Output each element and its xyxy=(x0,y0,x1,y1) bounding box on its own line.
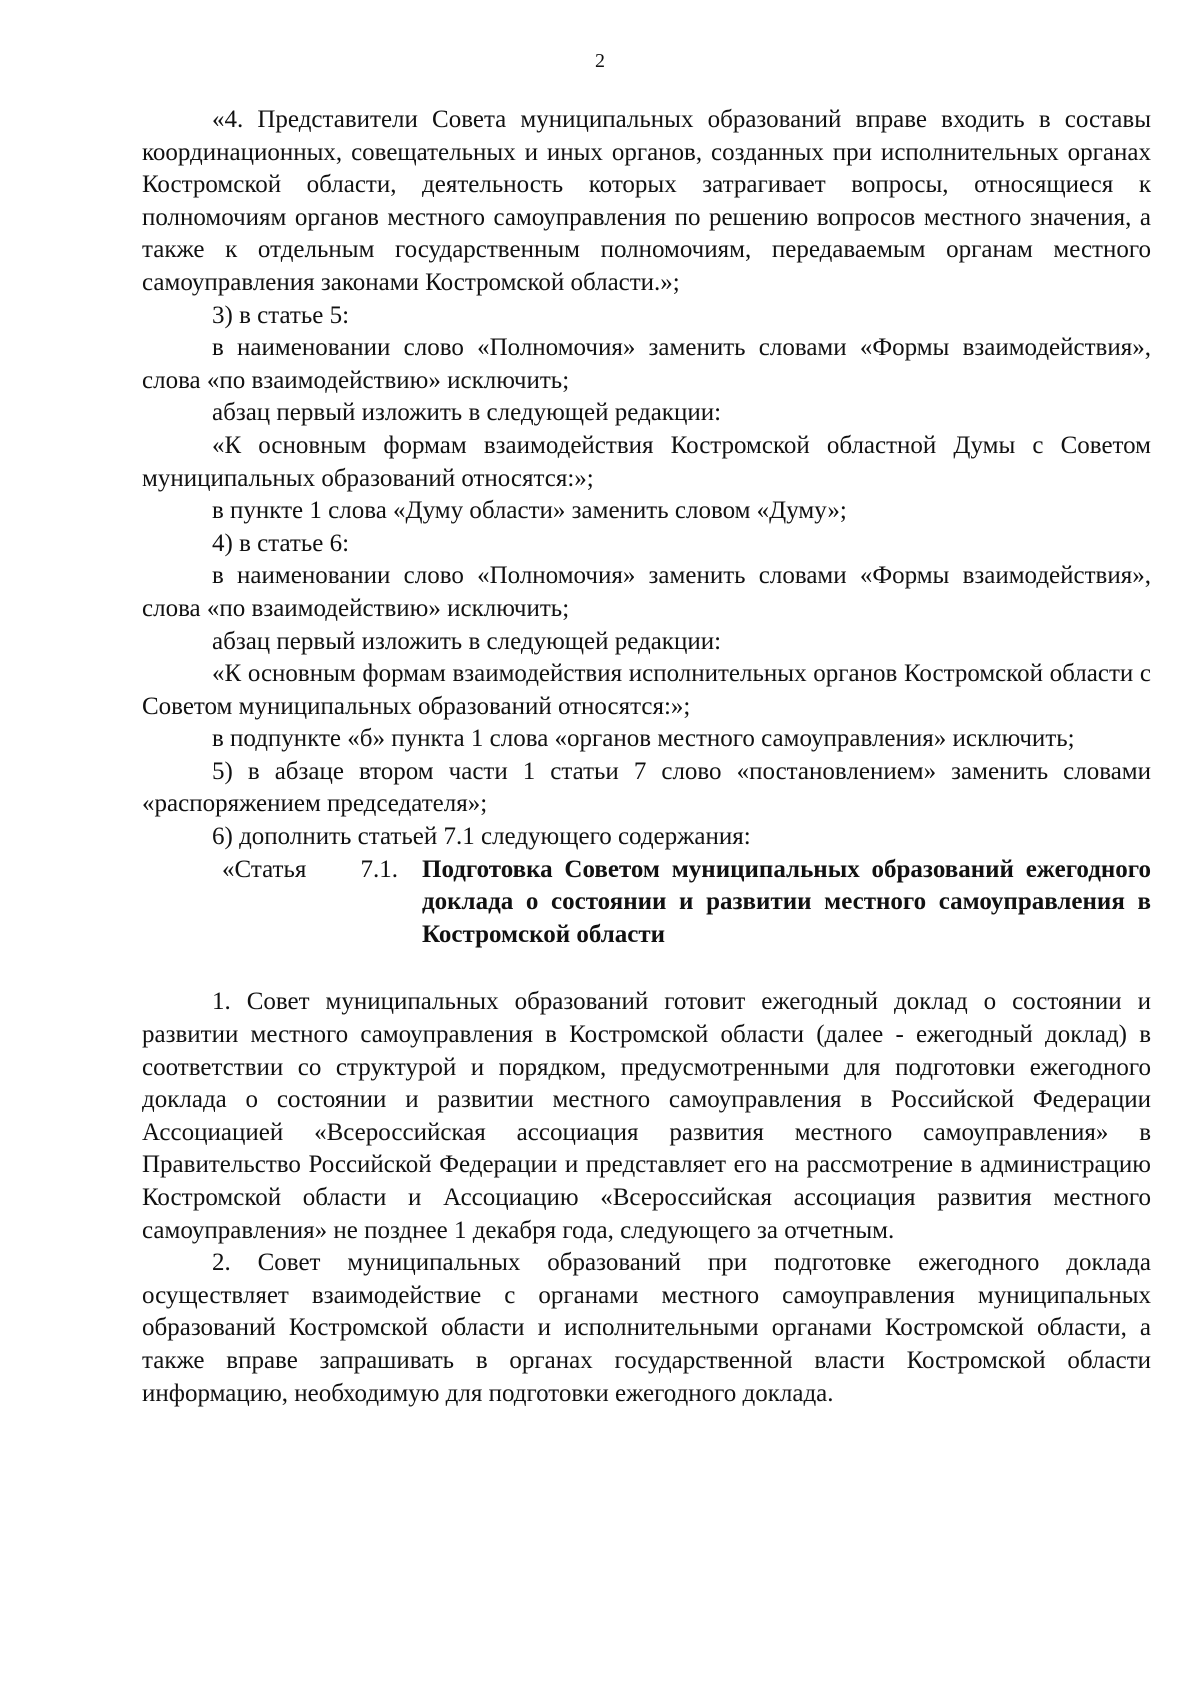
paragraph-item-6: 6) дополнить статьей 7.1 следующего содержания: xyxy=(212,823,751,851)
paragraph-article6-new-text: «К основным формам взаимодействия исполнительных органов Костромской области с Советом муниципальных образований относятся:»; xyxy=(142,660,1151,720)
paragraph-article5-first-abzac: абзац первый изложить в следующей редакции: xyxy=(212,399,722,427)
paragraph-article6-subpoint-b: в подпункте «б» пункта 1 слова «органов местного самоуправления» исключить; xyxy=(212,725,1075,753)
article-number: 7.1. xyxy=(360,855,398,883)
article-body xyxy=(142,986,1151,1410)
paragraph-item-5: 5) в абзаце втором части 1 статьи 7 слово «постановлением» заменить словами «распоряжением председателя»; xyxy=(142,757,1151,818)
paragraph-representatives: «4. Представители Совета муниципальных образований вправе входить в составы координационных, совещательных и иных органов, созданных при исполнительных органах Костромской области, деятельность которых затрагивает вопросы, относящиеся к полномочиям органов местного самоуправления по решению вопросов местного значения, а также к отдельным государственным полномочиям, передаваемым органам местного самоуправления законами Костромской области.»; xyxy=(142,106,1151,296)
article-paragraph-2: 2. Совет муниципальных образований при подготовке ежегодного доклада осуществляет взаимодействие с органами местного самоуправления муниципальных образований Костромской области и исполнительными органами Костромской области, а также вправе запрашивать в органах государственной власти Костромской области информацию, необходимую для подготовки ежегодного доклада. xyxy=(142,1249,1151,1407)
article-label xyxy=(142,854,422,952)
paragraph-article6-first-abzac: абзац первый изложить в следующей редакции: xyxy=(212,627,722,655)
paragraph-article5-title-change: в наименовании слово «Полномочия» заменить словами «Формы взаимодействия», слова «по взаимодействию» исключить; xyxy=(142,334,1151,394)
document-body xyxy=(142,104,1151,1410)
article-word: «Статья xyxy=(222,855,307,883)
article-heading xyxy=(142,854,1151,952)
article-title: Подготовка Советом муниципальных образований ежегодного доклада о состоянии и развитии местного самоуправления в Костромской области xyxy=(422,855,1151,948)
page-number: 2 xyxy=(595,50,605,72)
paragraph-item-4: 4) в статье 6: xyxy=(212,529,350,557)
article-paragraph-1: 1. Совет муниципальных образований готовит ежегодный доклад о состоянии и развитии местного самоуправления в Костромской области (далее - ежегодный доклад) в соответствии со структурой и порядком, предусмотренными для подготовки ежегодного доклада о состоянии и развитии местного самоуправления в Российской Федерации Ассоциацией «Всероссийская ассоциация развития местного самоуправления» в Правительство Российской Федерации и представляет его на рассмотрение в администрацию Костромской области и Ассоциацию «Всероссийская ассоциация развития местного самоуправления» не позднее 1 декабря года, следующего за отчетным. xyxy=(142,988,1151,1244)
paragraph-article5-new-text: «К основным формам взаимодействия Костромской областной Думы с Советом муниципальных образований относятся:»; xyxy=(142,431,1151,492)
paragraph-item-3: 3) в статье 5: xyxy=(212,301,350,329)
paragraph-article5-point1: в пункте 1 слова «Думу области» заменить словом «Думу»; xyxy=(212,497,847,525)
paragraph-article6-title-change: в наименовании слово «Полномочия» заменить словами «Формы взаимодействия», слова «по взаимодействию» исключить; xyxy=(142,562,1151,622)
